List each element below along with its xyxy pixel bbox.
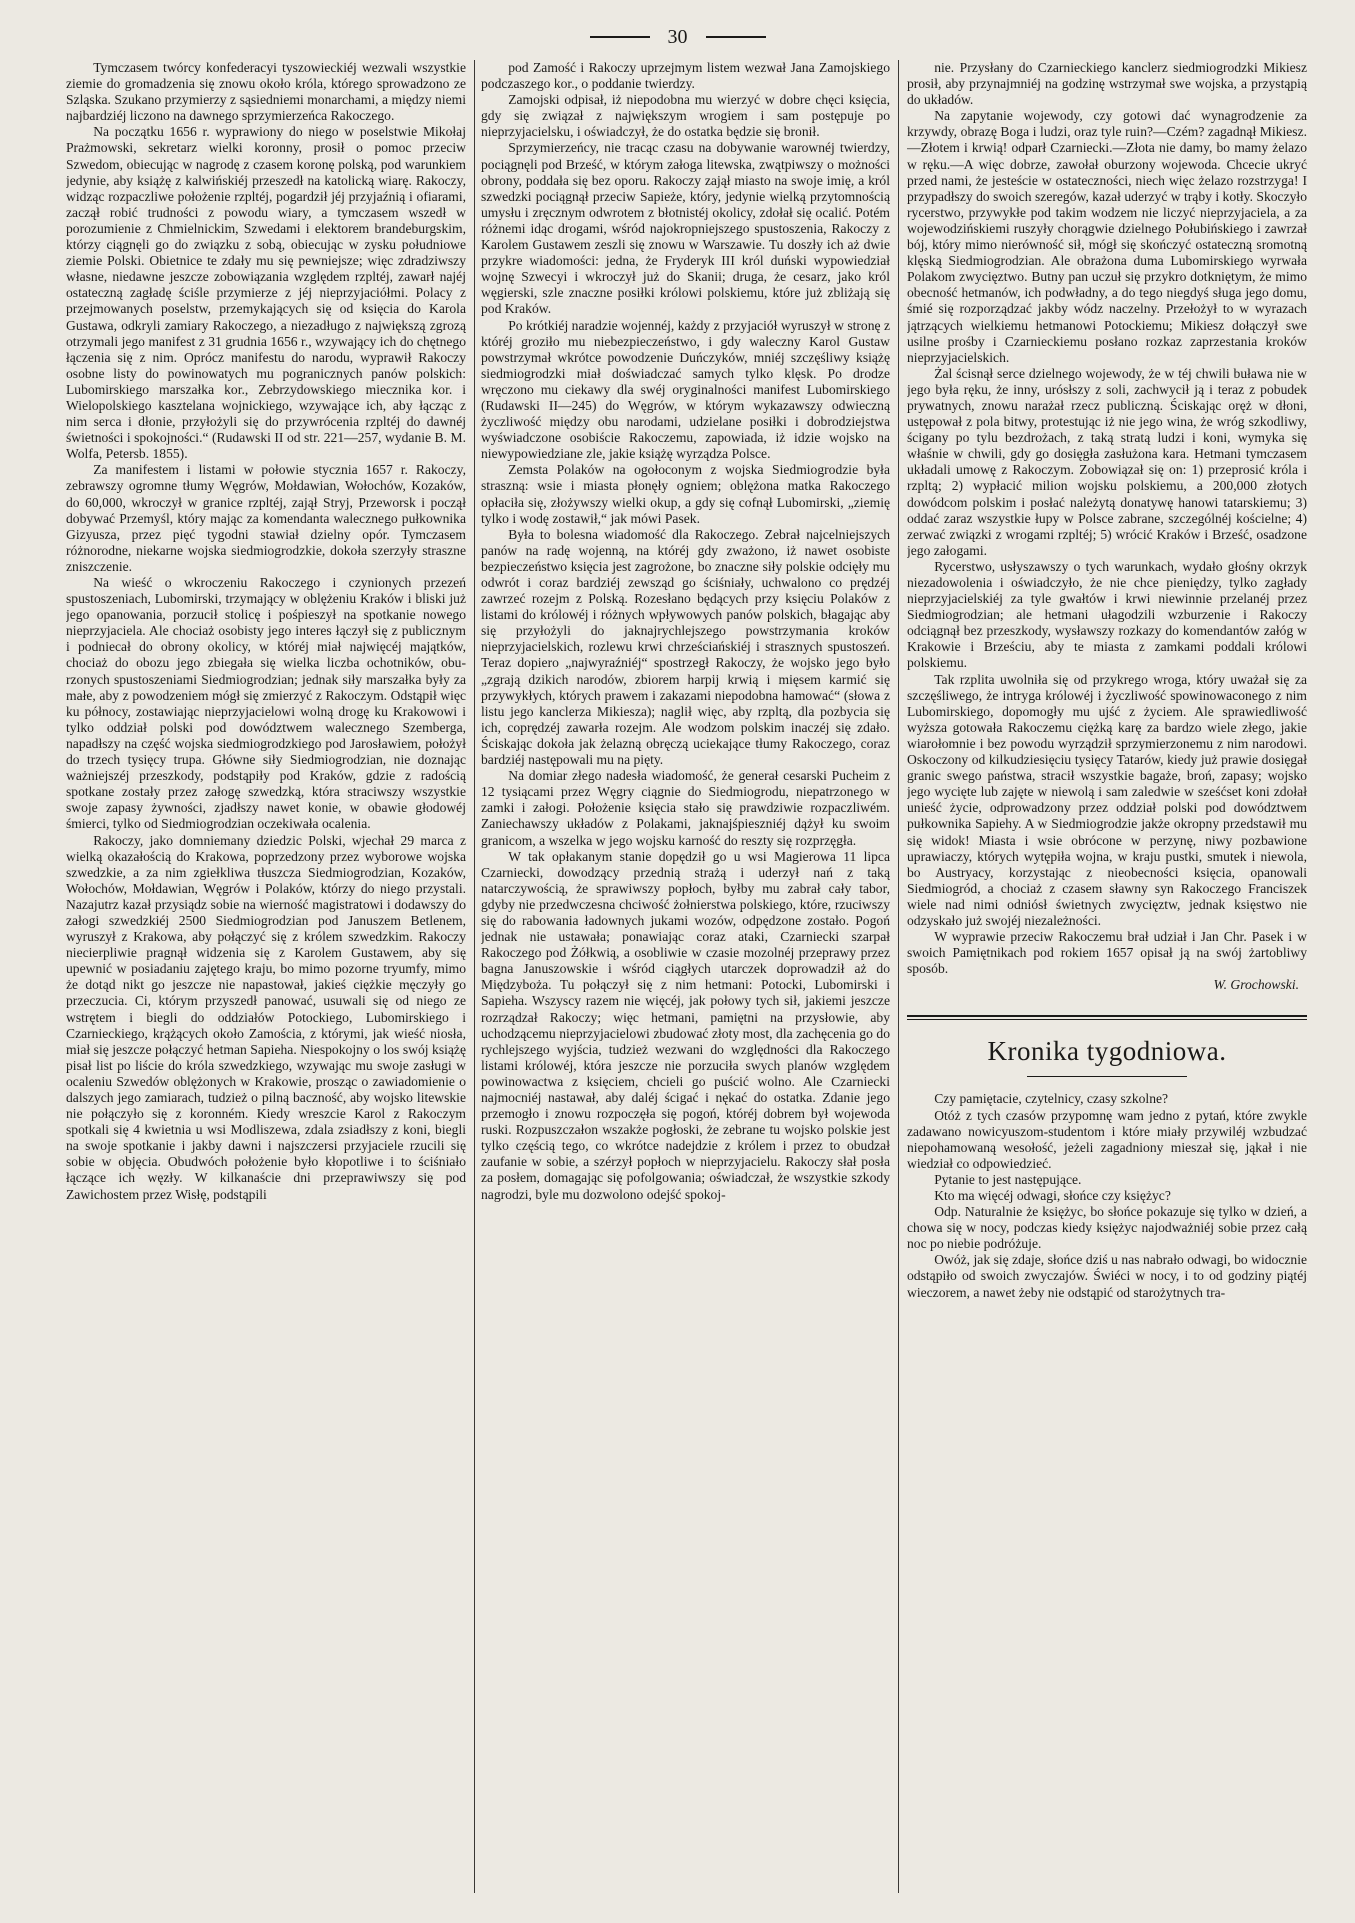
paragraph: Na początku 1656 r. wyprawiony do niego w poselstwie Mikołaj Prażmowski, sekretarz wielki koronny, prosił o pomoc przeciw Szwedom, obiecując w nagrodę z czasem koronę polską, pod warunkiem jedynie, aby książę z kalwińskiéj przeszedł na katolicką wiarę. Rakoczy, widząc rozpaczliwe położenie rzpltéj, pogardził jéj przyjaźnią i ofiarami, zaczął robić trudności z powodu wiary, a tymczasem wszedł w porozumienie z Chmielnickim, Szwedami i elektorem brandeburgskim, którzy ciągnęli go do związku z sobą, obiecując w zysku południowe ziemie Polski. Obietnice te zdały mu się pewniejsze; więc zdradziwszy własne, niedawne jeszcze zobowiązania względem rzpltéj, zawarł najéj ostateczną zagładę ściśle przymierze z jéj nieprzyjaciółmi. Polacy z przejmowanych poselstw, przemykających się od księcia do Karola Gustawa, odkryli zamiary Rakoczego, a niezadługo z największą zgrozą otrzymali jego manifest z 31 grudnia 1656 r., wzywający ich do chętnego łączenia się z nim. Oprócz manifestu do narodu, wyprawił Rakoczy osobne listy do powinowatych mu pogranicznych panów polskich: Lubomirskiego marszałka kor., Zebrzydowskiego miecznika kor. i Wielopolskiego kasztelana wojnickiego, wzywające ich, aby łącząc z nim serca i dłonie, przyłożyli się do przywrócenia rzpltéj do dawnéj świetności i spokojności.“ (Rudawski II od str. 221—257, wydanie B. M. Wolfa, Petersb. 1855). [66,124,466,462]
page-number: 30 [667,25,688,48]
paragraph: Na domiar złego nadesła wiadomość, że generał cesarski Pucheim z 12 tysiącami przez Węgry ciągnie do Siedmiogrodu, niepatrzonego w zamki i załogi. Położenie księcia stało się prawdziwie rozpaczliwém. Zaniechawszy układów z Polakami, jaknajśpieszniéj dążył ku swoim granicom, a wszelka w jego wojsku karność do reszty się rozprzęgła. [481,768,890,848]
paragraph: Czy pamiętacie, czytelnicy, czasy szkolne? [934,1091,1169,1107]
paragraph: Zemsta Polaków na ogołoconym z wojska Siedmiogrodzie była straszną: wsie i miasta płonęły ogniem; oblężona matka Rakoczego opłaciła się, złożywszy wielki okup, a gdy się cofnął Lubomirski, „ziemię tylko i wodę zostawił,“ jak mówi Pasek. [481,462,890,526]
paragraph: Pytanie to jest następujące. [934,1171,1082,1187]
paragraph: W wyprawie przeciw Rakoczemu brał udział i Jan Chr. Pasek i w swoich Pamiętnikach pod rokiem 1657 opisał ją na swój żartobliwy sposób. [907,929,1307,977]
paragraph: Żal ścisnął serce dzielnego wojewody, że w téj chwili buława nie w jego była ręku, że inny, urósłszy z soli, zachwycił ją i teraz z pobudek prywatnych, znowu narażał rzecz publiczną. Ściskając oręż w dłoni, ustępował z pola bitwy, protestując iż nie jego wina, że wróg szkodliwy, ścigany po tylu bezdrożach, z taką stratą ludzi i koni, wymyka się właśnie w chwili, gdy go dosięgła zasłużona kara. Hetmani tymczasem układali umowę z Rakoczym. Zobowiązał się on: 1) przeprosić króla i rzpltą; 2) wypłacić milion wojsku polskiemu, a 200,000 złotych dowódcom polskim i posłać należytą donatywę hanowi tatarskiemu; 3) oddać zaraz wszystkie łupy w Polsce zabrane, szczególnéj kościelne; 4) zerwać związki z wrogami rzpltéj; 5) wrócić Kraków i Brześć, osadzone jego załogami. [907,365,1307,558]
paragraph: Po krótkiéj naradzie wojennéj, każdy z przyjaciół wyruszył w stronę z któréj groziło mu niebezpieczeństwo, i gdy waleczny Karol Gustaw powstrzymał wkrótce powodzenie Duńczyków, mniéj szczęśliwy książę siedmiogrodzki miał doświadczać samych tylko klęsk. Po drodze wręczono mu ciekawy dla swéj oryginalności manifest Lubomirskiego (Rudawski II—245) do Węgrów, w którym wykazawszy odwieczną życzliwość między obu narodami, udzielane posiłki i dobrodziejstwa wyświadczone osobiście Rakoczemu, zapowiada, iż idzie wojsko na niewypowiedziane zle, jakie książę wyrządza Polsce. [481,317,890,462]
header-rule-right [706,36,766,38]
paragraph: Rycerstwo, usłyszawszy o tych warunkach, wydało głośny okrzyk niezadowolenia i oświadczyło, że nie chce pieniędzy, tylko zagłady nieprzyjacielskiéj za tyle gwałtów i krwi niewinnie przelanéj przez Siedmiogrodzian; ale hetmani ułagodzili wzburzenie i Rakoczy odciągnął bez przeszkody, wysławszy rozkazy do komendantów załóg w Krakowie i Brześciu, aby te miasta z zamkami poddali królowi polskiemu. [907,558,1307,671]
paragraph: Była to bolesna wiadomość dla Rakoczego. Zebrał najcelniejszych panów na radę wojenną, na któréj gdy zważono, iż nawet osobiste bezpieczeństwo księcia jest zagrożone, bo znaczne siły polskie odcięły mu odwrót i coraz bardziéj zewsząd go ściśniały, uchwalono co prędzéj zawrzeć rozejm z Polską. Rozesłano będących przy księciu Polaków z listami do królowéj i różnych wpływowych panów polskich, błagając aby się przyłożyli do jaknajrychlejszego powstrzymania kroków nieprzyjacielskich, rozlewu krwi chrześciańskiéj i strasznych spustoszeń. Teraz dopiero „najwyraźniéj“ spostrzegł Rakoczy, że wojsko jego było „zgrają dzikich narodów, zbiorem harpij krwią i mięsem karmić się przywykłych, których prawem i zakazami niepodobna hamować“ (słowa z listu jego kanclerza Mikiesza); naglił więc, aby rzpltą, dla pozbycia się ich, coprędzéj zawarła rozejm. Ale wodzom polskim inaczéj się zdało. Ściskając dokoła jak żelazną obręczą uciekające tłumy Rakoczego, coraz bardziéj następowali mu na pięty. [481,526,890,768]
paragraph: Tak rzplita uwolniła się od przykrego wroga, który uważał się za szczęśliwego, że intryga królowéj i życzliwość spowinowaconego z nim Lubomirskiego, dopomogły mu ujść z życiem. Ale sprawiedliwość wyższa gotowała Rakoczemu ciężką karę za bardzo wiele złego, jakie wiarołomnie i bez powodu wyrządził sprzymierzonemu z nim narodowi. Oskoczony od kilkudziesięciu tysięcy Tatarów, kiedy już prawie dosięgał granic swego państwa, stracił wszystkie bagaże, broń, zapasy; wojsko jego wycięte lub zajęte w niewolą i sam zaledwie w sześćset koni zdołał unieść życie, odprowadzony przez oddział polski pod dowództwem pułkownika Sapiehy. A w Siedmiogrodzie jakże okropny przedstawił mu się widok! Miasta i wsie obrócone w perzynę, niwy pozbawione uprawiaczy, których wytępiła wojna, w kraju pustki, smutek i niewola, bo Austryacy, korzystając z nieobecności księcia, opanowali Siedmiogród, a chociaż z czasem sławny syn Rakoczego Franciszek wiele nad nimi odniósł świetnych zwycięztw, jednak księstwo nie odzyskało już swojéj niezależności. [907,671,1307,928]
paragraph: Otóż z tych czasów przypomnę wam jedno z pytań, które zwykle zadawano nowicyuszom-studentom i które miały przywiléj wzbudzać niepohamowaną wesołość, jeżeli zagadniony mieszał się, jąkał i nie wiedział co odpowiedzieć. [907,1107,1307,1171]
paragraph: Zamojski odpisał, iż niepodobna mu wierzyć w dobre chęci księcia, gdy się związał z największym wrogiem i sam postępuje po nieprzyjacielsku, i oświadczył, że do ostatka będzie się bronił. [481,92,890,140]
paragraph: Owóż, jak się zdaje, słońce dziś u nas nabrało odwagi, bo widocznie odstąpiło od swoich zwyczajów. Świéci w nocy, i to od godziny piątéj wieczorem, a nawet żeby nie odstąpić od starożytnych tra- [907,1252,1307,1300]
column-divider-right [898,60,899,1893]
paragraph: nie. Przysłany do Czarnieckiego kanclerz siedmiogrodzki Mikiesz prosił, aby przynajmniéj na godzinę wstrzymał swe wojska, a przystąpią do układów. [907,60,1307,108]
author-signature: W. Grochowski. [1213,977,1299,993]
paragraph: Odp. Naturalnie że księżyc, bo słońce pokazuje się tylko w dzień, a chowa się w nocy, podczas kiedy księżyc najodważniéj sobie przez całą noc po niebie podróżuje. [907,1204,1307,1252]
section-divider-thin [907,1019,1307,1020]
column-divider-left [474,60,475,1893]
paragraph: pod Zamość i Rakoczy uprzejmym listem wezwał Jana Zamojskiego podczaszego kor., o poddanie twierdzy. [481,60,890,92]
section-divider [907,1015,1307,1017]
paragraph: Na wieść o wkroczeniu Rakoczego i czynionych przezeń spustoszeniach, Lubomirski, trzymający w oblężeniu Kraków i bliski już jego opanowania, porzucił stolicę i pośpieszył na spotkanie nowego nieprzyjaciela. Ale chociaż osobisty jego interes łączył się z publicznym i podniecał do obrony okolicy, w któréj miał najwięcéj majątków, chociaż do obozu jego zbiegała się wielka liczba ochotników, oburzonych spustoszeniami Siedmiogrodzian; jednak siły marszałka były za małe, aby z powodzeniem mógł się zmierzyć z Rakoczym. Odstąpił więc ku północy, zostawiając nieprzyjacielowi wolną drogę ku Krakowowi i tylko oddział polski pod dowództwem walecznego Szemberga, napadłszy na część wojska siedmiogrodzkiego pod Jarosławiem, położył do trzech tysięcy trupa. Główne siły Siedmiogrodzian, nie doznając ważniejszéj przeszkody, podstąpiły pod Kraków, gdzie z radością spotkane zostały przez załogę szwedzką, która straciwszy wszystkie swoje zapasy żywności, zjadłszy nawet konie, w obawie głodowéj śmierci, tylko od Siedmiogrodzian oczekiwała ocalenia. [66,575,466,832]
page-header [0,22,1355,52]
paragraph: Na zapytanie wojewody, czy gotowi dać wynagrodzenie za krzywdy, obrazę Boga i ludzi, oraz tyle ruin?—Czém? zagadnął Mikiesz.—Złotem i krwią! odparł Czarniecki.—Złota nie damy, bo mamy żelazo w ręku.—A więc dobrze, zawołał oburzony wojewoda. Chcecie ukryć przed nami, że jesteście w ostateczności, niech więc żelazo rozstrzyga! I przypadłszy do swoich szeregów, kazał uderzyć w trąby i kotły. Skoczyło rycerstwo, przywykłe pod takim wodzem nie liczyć nieprzyjaciela, a za wojewodzińskiemi ruszyły chorągwie dzielnego Połubińskiego i zawrzał bój, który mimo nierówność sił, mógł się skończyć ostateczną sromotną klęską Siedmiogrodzian. Ale obrażona duma Lubomirskiego wyrwała Polakom zwycięztwo. Butny pan uczuł się przykro dotkniętym, że mimo obecność hetmanów, ich podwładny, a do tego niegdyś sługa jego domu, śmié się rozporządzać jakby wódz naczelny. Przełożył to w wyrazach jątrzących wielkiemu hetmanowi Potockiemu; Mikiesz dołączył swe usilne prośby i Czarnieckiemu posłano rozkaz zaprzestania kroków nieprzyjacielskich. [907,108,1307,365]
paragraph: W tak opłakanym stanie dopędził go u wsi Magierowa 11 lipca Czarniecki, dowodzący przednią strażą i uderzył nań z taką natarczywością, że sprawiwszy popłoch, byłby mu zabrał cały tabor, gdyby nie przedwczesna chciwość żołnierstwa polskiego, które, rzuciwszy się do rabowania ładownych jukami wozów, odpędzone zostało. Pogoń jednak nie ustawała; ponawiając coraz ataki, Czarniecki szarpał Rakoczego pod Żółkwią, a osobliwie w czasie mozolnéj przeprawy przez bagna Januszowskie i wśród ciągłych utarczek doprowadził aż do Międzyboża. Tu połączył się z nim hetmani: Potocki, Lubomirski i Sapieha. Wszyscy razem nie więcéj, jak połowy tych sił, jakiemi jeszcze rozrządzał Rakoczy; więc hetmani, pamiętni na przysłowie, aby uchodzącemu nieprzyjacielowi zbudować złoty most, dla zachęcenia go do rychlejszego wyjścia, tudzież wezwani do względności dla Rakoczego listami królowéj, która jeszcze nie porzuciła swych planów względem powinowactwa z księciem, chcieli go puścić wolno. Ale Czarniecki najmocniéj nastawał, aby daléj ścigać i nękać do ostatka. Zdanie jego przemogło i znowu rozpoczęła się pogoń, któréj dobrem był wojewoda ruski. Rozpuszczałon wszakże pogłoski, że zebrane tu wojsko polskie jest tylko częścią tego, co wkrótce nadejdzie z królem i przez to obudzał zaufanie w sobie, a szérzył popłoch w nieprzyjacielu. Rakoczy słał posła za posłem, domagając się pofolgowania; oświadczał, że wszystkie szkody nagrodzi, byle mu dozwolono odejść spokoj- [481,848,890,1202]
title-underline [1027,1076,1187,1077]
paragraph: Za manifestem i listami w połowie stycznia 1657 r. Rakoczy, zebrawszy ogromne tłumy Węgrów, Mołdawian, Wołochów, Kozaków, do 60,000, wkroczył w granice rzpltéj, zajął Stryj, Przeworsk i począł dobywać Przemyśl, który mając za komendanta walecznego pułkownika Gizyusza, przez pięć tygodni stawiał dzielny opór. Tymczasem różnorodne, niekarne wojska siedmiogrodzkie, dokoła szerzyły straszne zniszczenie. [66,462,466,574]
paragraph: Sprzymierzeńcy, nie tracąc czasu na dobywanie warownéj twierdzy, pociągnęli pod Brześć, w którym załoga litewska, zwątpiwszy o możności obrony, poddała się bez oporu. Rakoczy zajął miasto na swoje imię, a król szwedzki pociągnął przeciw Sapieże, który, jedynie wielką przytomnością umysłu i zręcznym odwrotem z błotnistéj okolicy, zdołał się ocalić. Potém różnemi idąc drogami, wśród najokropniejszego spustoszenia, Rakoczy z Karolem Gustawem zeszli się znowu w Warszawie. Tu doszły ich aż dwie przykre wiadomości: jedna, że Fryderyk III król duński wypowiedział wojnę Szwecyi i wkroczył już do Skanii; druga, że cesarz, jako król węgierski, szle znaczne posiłki królowi polskiemu, które już zbliżają się pod Kraków. [481,140,890,317]
text-column-1 [66,60,466,1913]
section-title: Kronika tygodniowa. [987,1036,1227,1067]
paragraph: Tymczasem twórcy konfederacyi tyszowieckiéj wezwali wszystkie ziemie do gromadzenia się znowu około króla, którego sprowadzono ze Szląska. Szukano przymierzy z sąsiedniemi monarchami, a między niemi najbardziéj liczono na dawnego sprzymierzeńca Rakoczego. [66,60,466,124]
paragraph: Rakoczy, jako domniemany dziedzic Polski, wjechał 29 marca z wielką okazałością do Krakowa, poprzedzony przez wyborowe wojska szwedzkie, a za nim zgiełkliwa tłuszcza Siedmiogrodzian, Kozaków, Wołochów, Mołdawian, Węgrów i Polaków, którzy do niego przystali. Nazajutrz kazał przysiądz sobie na wierność magistratowi i dodawszy do załogi szwedzkiéj 2500 Siedmiogrodzian pod Januszem Betlenem, wyruszył z Krakowa, aby połączyć się z królem szwedzkim. Rakoczy niecierpliwie pragnął widzenia się z Karolem Gustawem, aby się upewnić w posiadaniu zajętego kraju, bo mimo pozorne tryumfy, mimo że dotąd nikt go jeszcze nie napastował, jakieś ciężkie męczyły go przeczucia. Ci, którym przyszedł panować, usuwali się od niego ze wstrętem i biegli do oddziałów Potockiego, Lubomirskiego i Czarnieckiego, krążących około Zamościa, z którymi, jak wieść niosła, miał się jeszcze połączyć hetman Sapieha. Niespokojny o los swój książę pisał list po liście do króla szwedzkiego, wzywając mu swoje zasługi w ocaleniu Szwedów oblężonych w Krakowie, prosząc o zawiadomienie o dalszych jego zamiarach, tudzież o pilną baczność, aby wojsko litewskie nie połączyło się z koronném. Kiedy wreszcie Karol z Rakoczym spotkali się 4 kwietnia u wsi Modliszewa, zdala zsiadłszy z koni, biegli na swoje spotkanie i jakby dawni i najszczersi przyjaciele rzucili się sobie w objęcia. Obudwóch położenie było kłopotliwe i to ściśniało łączące ich węzły. W kilkanaście dni przeprawiwszy się pod Zawichostem przez Wisłę, podstąpili [66,832,466,1202]
text-column-2 [481,60,890,1913]
header-rule-left [590,36,650,38]
text-column-3 [907,60,1307,1913]
paragraph: Kto ma więcéj odwagi, słońce czy księżyc? [934,1188,1171,1203]
